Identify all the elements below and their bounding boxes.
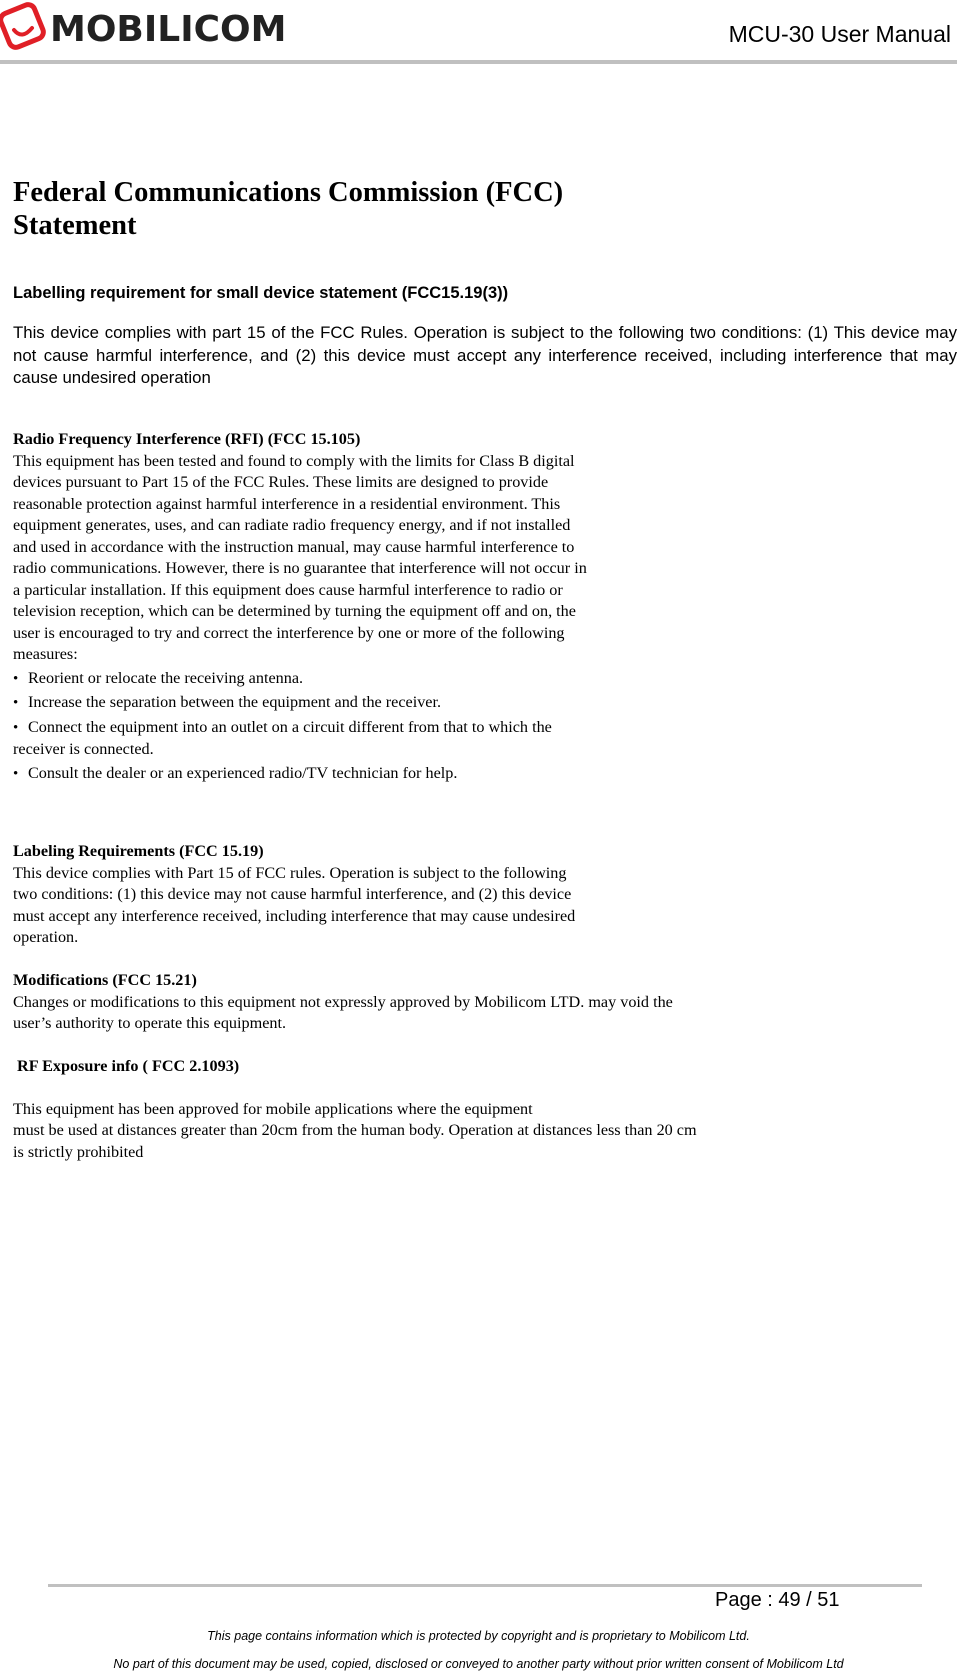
rf-exposure-heading: RF Exposure info ( FCC 2.1093)	[13, 1057, 240, 1075]
rfi-line: a particular installation. If this equipment does cause harmful interference to radio or	[13, 580, 563, 599]
rfi-section	[13, 429, 587, 785]
bullet-icon: •	[13, 719, 19, 736]
bullet-icon: •	[13, 765, 19, 782]
rfi-line: devices pursuant to Part 15 of the FCC Rules. These limits are designed to provide	[13, 473, 549, 491]
bullet-icon: •	[13, 670, 19, 687]
rfi-bullet-continuation: receiver is connected.	[13, 740, 154, 758]
header-divider	[0, 60, 957, 64]
manual-title: MCU-30 User Manual	[728, 21, 951, 47]
rf-exposure-line: is strictly prohibited	[13, 1142, 144, 1161]
document-title-line-1: Federal Communications Commission (FCC)	[13, 177, 564, 208]
rfi-line: television reception, which can be determined by turning the equipment off and on, the	[13, 602, 576, 620]
document-title	[13, 176, 563, 242]
rfi-bullet	[13, 668, 587, 691]
labeling-heading: Labeling Requirements (FCC 15.19)	[13, 842, 264, 860]
rfi-bullet	[13, 692, 587, 715]
document-title-line-2: Statement	[13, 210, 137, 241]
modifications-line: user’s authority to operate this equipment.	[13, 1014, 287, 1032]
footer-divider	[48, 1584, 922, 1587]
labeling-line: two conditions: (1) this device may not cause harmful interference, and (2) this device	[13, 885, 572, 903]
copyright-notice: This page contains information which is protected by copyright and is proprietary to Mobilicom Ltd.	[207, 1629, 750, 1643]
rfi-line: measures:	[13, 645, 78, 663]
rfi-bullet-text: Increase the separation between the equipment and the receiver.	[28, 693, 442, 711]
page-number: Page : 49 / 51	[715, 1589, 840, 1611]
rf-exposure-line: This equipment has been approved for mobile applications where the equipment	[13, 1099, 533, 1118]
logo-wordmark: MOBILICOM	[50, 9, 287, 50]
modifications-section	[13, 970, 673, 1035]
consent-notice: No part of this document may be used, copied, disclosed or conveyed to another party without prior written consent of Mobilicom Ltd	[113, 1657, 844, 1671]
modifications-heading: Modifications (FCC 15.21)	[13, 971, 197, 989]
rfi-line: reasonable protection against harmful interference in a residential environment. This	[13, 494, 561, 513]
labelling-heading: Labelling requirement for small device statement (FCC15.19(3))	[13, 284, 509, 302]
modifications-line: Changes or modifications to this equipment not expressly approved by Mobilicom LTD. may void the	[13, 992, 673, 1011]
logo-mark-icon	[0, 3, 45, 50]
bullet-icon: •	[13, 695, 19, 711]
rfi-line: and used in accordance with the instruction manual, may cause harmful interference to	[13, 537, 575, 556]
rfi-bullet-text: Reorient or relocate the receiving antenna.	[28, 668, 304, 687]
page-header	[0, 0, 957, 64]
rf-exposure-line: must be used at distances greater than 20cm from the human body. Operation at distances less than 20 cm	[13, 1121, 697, 1139]
labelling-paragraph: This device complies with part 15 of the FCC Rules. Operation is subject to the following two conditions: (1) This device may not cause harmful interference, and (2) this device must accept any interference received, including interference that may cause undesired operation	[13, 323, 957, 387]
rfi-heading: Radio Frequency Interference (RFI) (FCC 15.105)	[13, 430, 361, 448]
labeling-line: This device complies with Part 15 of FCC rules. Operation is subject to the following	[13, 863, 567, 882]
rfi-line: user is encouraged to try and correct the interference by one or more of the following	[13, 623, 565, 642]
labeling-line: operation.	[13, 928, 79, 946]
rfi-bullet	[13, 763, 587, 786]
labeling-line: must accept any interference received, including interference that may cause undesired	[13, 906, 576, 925]
rfi-line: equipment generates, uses, and can radiate radio frequency energy, and if not installed	[13, 516, 571, 534]
mobilicom-logo	[0, 0, 290, 58]
rfi-line: radio communications. However, there is no guarantee that interference will not occur in	[13, 559, 587, 577]
rfi-bullet-text: Consult the dealer or an experienced radio/TV technician for help.	[28, 763, 458, 782]
labeling-section	[13, 841, 575, 949]
rfi-line: This equipment has been tested and found to comply with the limits for Class B digital	[13, 451, 575, 470]
rf-exposure-section	[13, 1056, 697, 1163]
rfi-bullet	[13, 717, 587, 740]
rfi-bullet-text: Connect the equipment into an outlet on a circuit different from that to which the	[28, 717, 552, 736]
